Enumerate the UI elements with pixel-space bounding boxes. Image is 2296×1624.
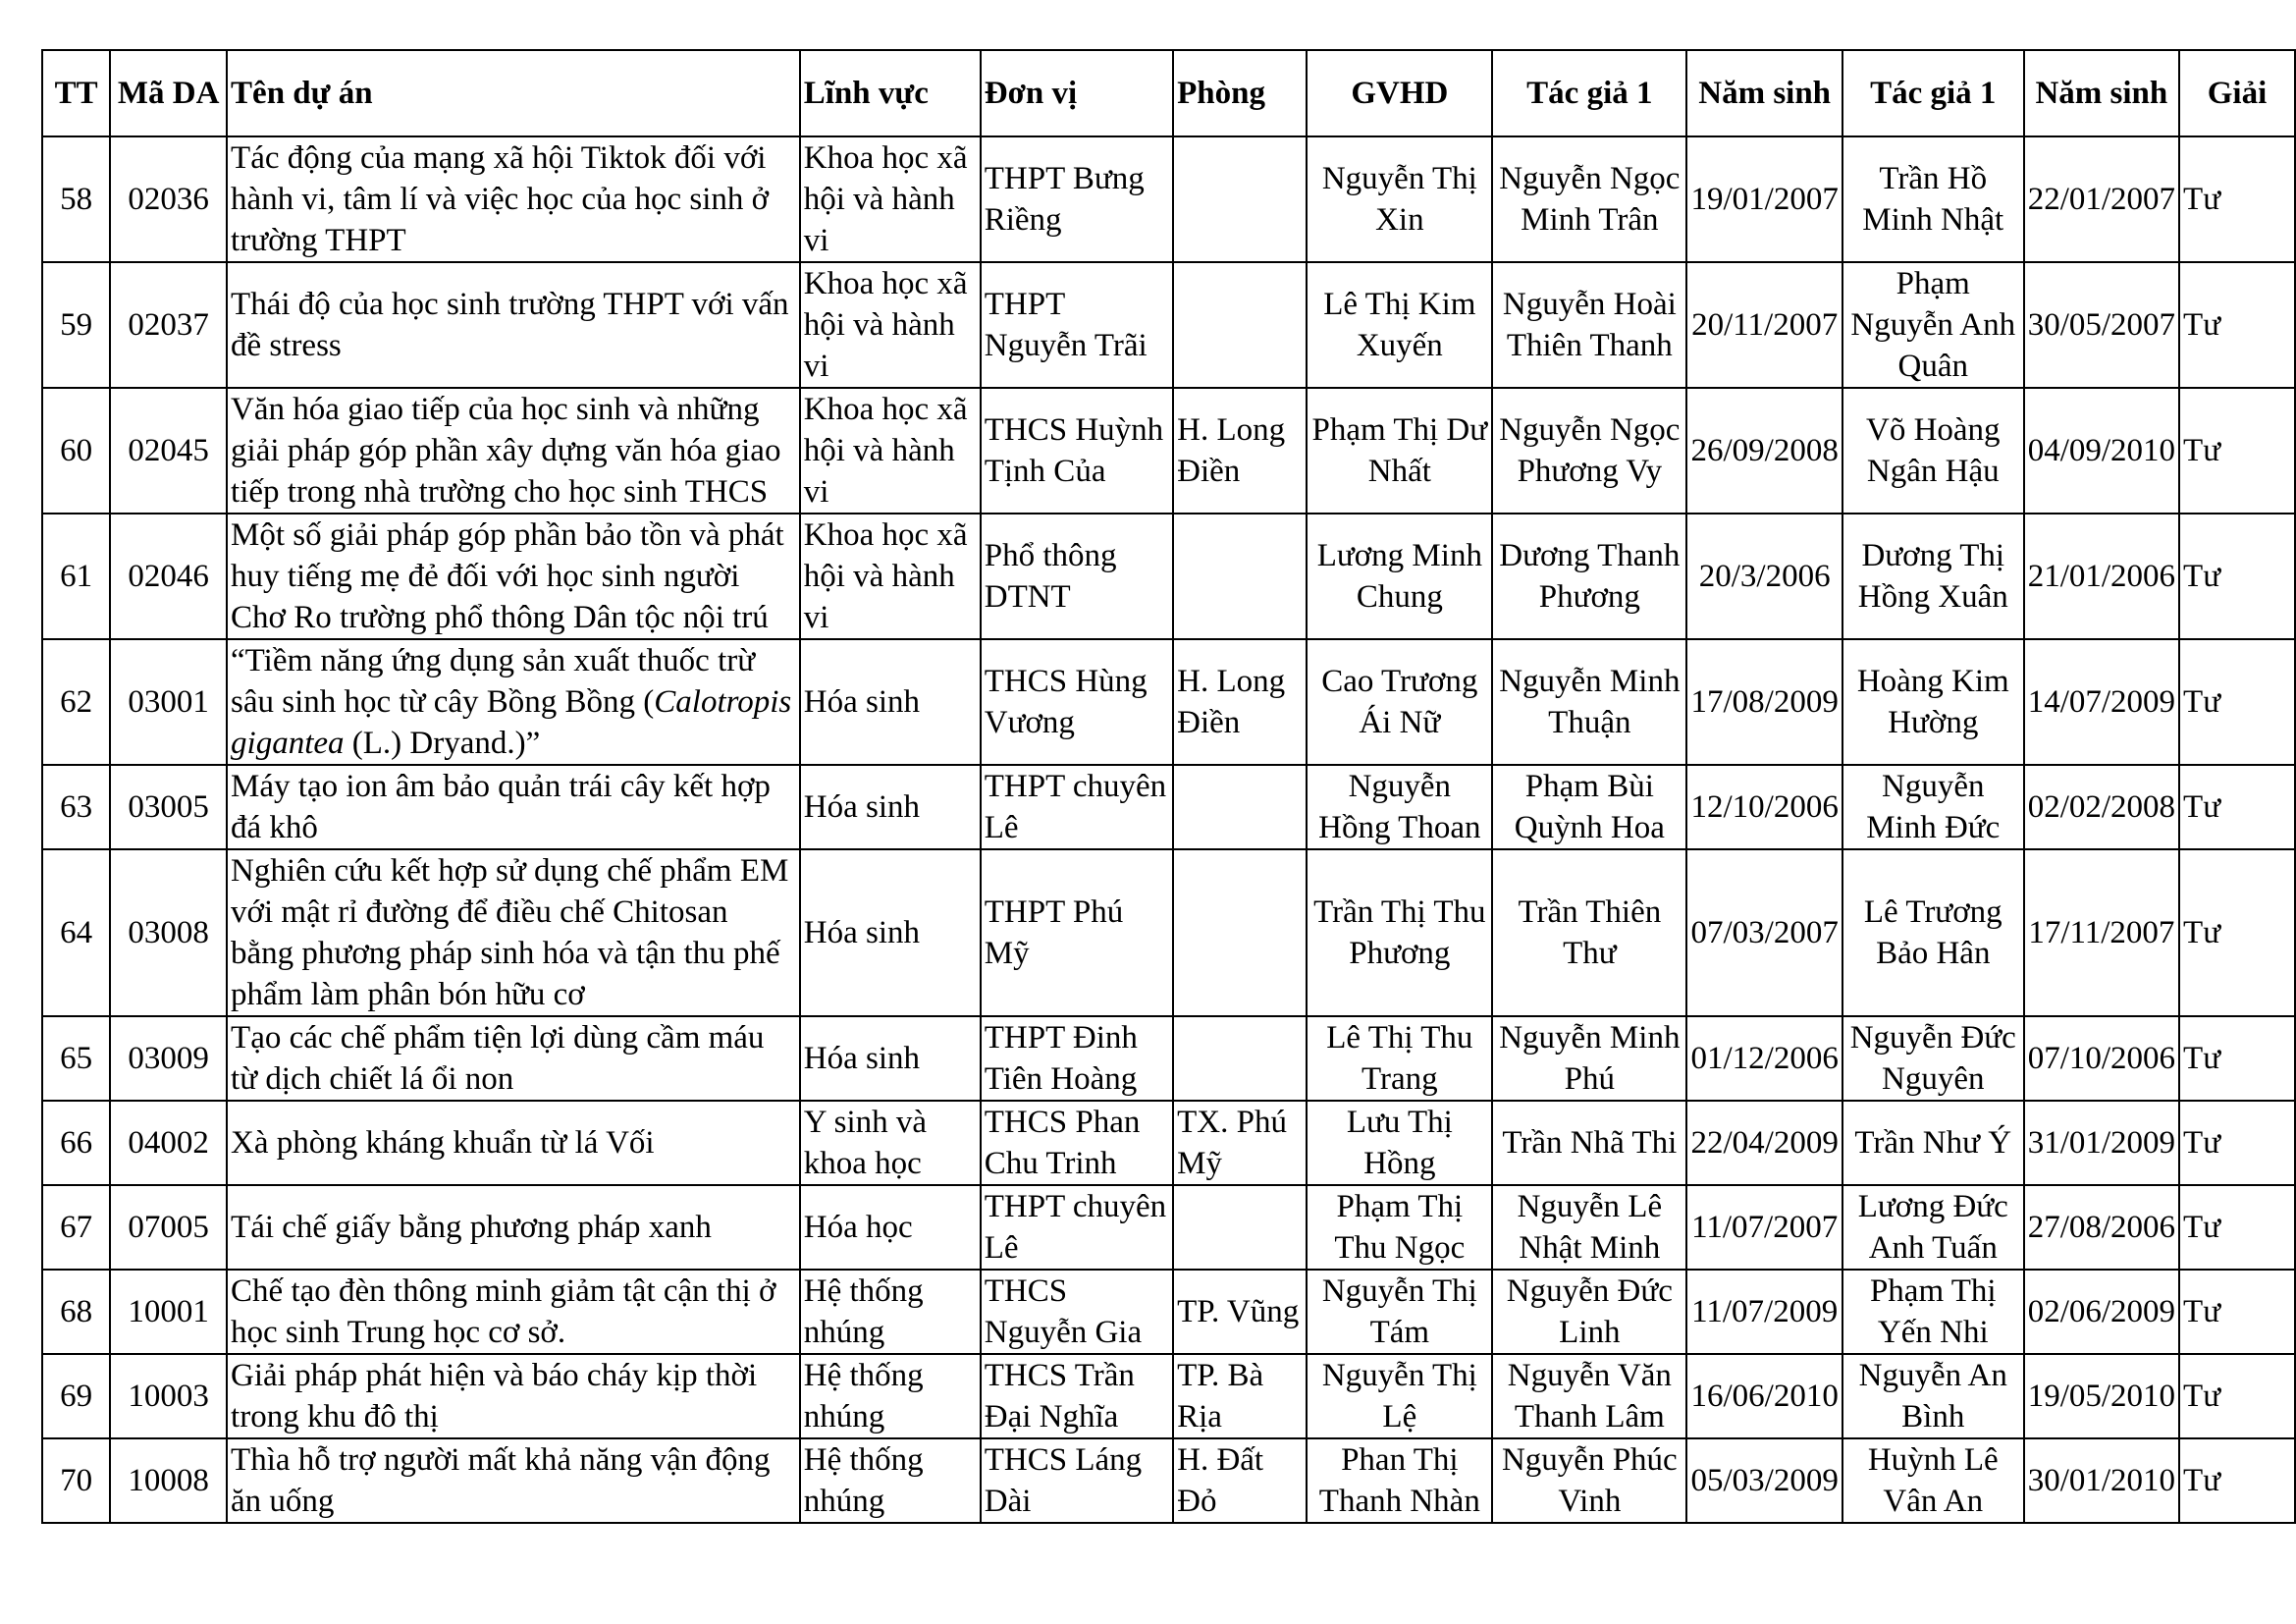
cell-tac-gia-2: Nguyễn Đức Nguyên <box>1842 1016 2024 1101</box>
cell-nam-sinh-2: 07/10/2006 <box>2024 1016 2179 1101</box>
table-row <box>42 1270 2295 1354</box>
cell-nam-sinh-1: 26/09/2008 <box>1686 388 1842 514</box>
cell-tt: 69 <box>42 1354 110 1438</box>
cell-giai: Tư <box>2179 1438 2295 1523</box>
cell-ten-du-an: Chế tạo đèn thông minh giảm tật cận thị ở học sinh Trung học cơ sở. <box>227 1270 800 1354</box>
cell-tac-gia-1: Nguyễn Lê Nhật Minh <box>1492 1185 1686 1270</box>
header-gvhd: GVHD <box>1307 50 1492 136</box>
cell-ten-du-an: Máy tạo ion âm bảo quản trái cây kết hợp đá khô <box>227 765 800 849</box>
cell-tac-gia-1: Nguyễn Ngọc Minh Trân <box>1492 136 1686 262</box>
header-tt: TT <box>42 50 110 136</box>
cell-tac-gia-1: Trần Nhã Thi <box>1492 1101 1686 1185</box>
cell-ma-da: 02037 <box>110 262 227 388</box>
cell-don-vi: THCS Trần Đại Nghĩa <box>981 1354 1173 1438</box>
cell-giai: Tư <box>2179 262 2295 388</box>
table-row <box>42 1016 2295 1101</box>
cell-tac-gia-1: Dương Thanh Phương <box>1492 514 1686 639</box>
cell-nam-sinh-1: 05/03/2009 <box>1686 1438 1842 1523</box>
cell-gvhd: Lê Thị Kim Xuyến <box>1307 262 1492 388</box>
cell-nam-sinh-2: 31/01/2009 <box>2024 1101 2179 1185</box>
cell-giai: Tư <box>2179 1354 2295 1438</box>
cell-gvhd: Trần Thị Thu Phương <box>1307 849 1492 1016</box>
cell-linh-vuc: Khoa học xã hội và hành vi <box>800 262 981 388</box>
cell-phong: TP. Vũng <box>1173 1270 1307 1354</box>
cell-don-vi: THCS Nguyễn Gia <box>981 1270 1173 1354</box>
cell-tac-gia-2: Nguyễn An Bình <box>1842 1354 2024 1438</box>
cell-phong: H. Đất Đỏ <box>1173 1438 1307 1523</box>
table-row <box>42 639 2295 765</box>
table-row <box>42 1101 2295 1185</box>
cell-tt: 65 <box>42 1016 110 1101</box>
cell-linh-vuc: Hóa sinh <box>800 1016 981 1101</box>
cell-don-vi: THPT Đinh Tiên Hoàng <box>981 1016 1173 1101</box>
cell-ma-da: 03008 <box>110 849 227 1016</box>
cell-tt: 68 <box>42 1270 110 1354</box>
cell-gvhd: Nguyễn Hồng Thoan <box>1307 765 1492 849</box>
cell-tac-gia-2: Huỳnh Lê Vân An <box>1842 1438 2024 1523</box>
cell-giai: Tư <box>2179 388 2295 514</box>
cell-ten-du-an <box>227 639 800 765</box>
header-giai: Giải <box>2179 50 2295 136</box>
cell-gvhd: Lương Minh Chung <box>1307 514 1492 639</box>
table-row <box>42 514 2295 639</box>
cell-ten-du-an: Xà phòng kháng khuẩn từ lá Vối <box>227 1101 800 1185</box>
cell-ten-du-an: Thìa hỗ trợ người mất khả năng vận động ăn uống <box>227 1438 800 1523</box>
cell-nam-sinh-1: 17/08/2009 <box>1686 639 1842 765</box>
cell-giai: Tư <box>2179 1185 2295 1270</box>
cell-nam-sinh-1: 11/07/2007 <box>1686 1185 1842 1270</box>
header-tac-gia-2: Tác giả 1 <box>1842 50 2024 136</box>
cell-phong <box>1173 1016 1307 1101</box>
table-row <box>42 1354 2295 1438</box>
cell-linh-vuc: Khoa học xã hội và hành vi <box>800 514 981 639</box>
cell-gvhd: Lê Thị Thu Trang <box>1307 1016 1492 1101</box>
cell-phong: H. Long Điền <box>1173 388 1307 514</box>
cell-tac-gia-1: Phạm Bùi Quỳnh Hoa <box>1492 765 1686 849</box>
cell-tac-gia-1: Nguyễn Minh Thuận <box>1492 639 1686 765</box>
cell-giai: Tư <box>2179 765 2295 849</box>
cell-ten-du-an: Nghiên cứu kết hợp sử dụng chế phẩm EM với mật rỉ đường để điều chế Chitosan bằng phương pháp sinh hóa và tận thu phế phẩm làm phân bón hữu cơ <box>227 849 800 1016</box>
cell-gvhd: Nguyễn Thị Lệ <box>1307 1354 1492 1438</box>
cell-tt: 58 <box>42 136 110 262</box>
ten-scientific-name: Calotropis gigantea <box>231 684 792 761</box>
cell-tt: 61 <box>42 514 110 639</box>
cell-nam-sinh-2: 04/09/2010 <box>2024 388 2179 514</box>
cell-nam-sinh-2: 27/08/2006 <box>2024 1185 2179 1270</box>
cell-ma-da: 07005 <box>110 1185 227 1270</box>
cell-nam-sinh-1: 20/3/2006 <box>1686 514 1842 639</box>
cell-tac-gia-1: Nguyễn Văn Thanh Lâm <box>1492 1354 1686 1438</box>
cell-don-vi: THPT chuyên Lê <box>981 1185 1173 1270</box>
cell-nam-sinh-2: 02/02/2008 <box>2024 765 2179 849</box>
award-table <box>41 49 2296 1524</box>
cell-ma-da: 10001 <box>110 1270 227 1354</box>
cell-phong <box>1173 514 1307 639</box>
cell-giai: Tư <box>2179 136 2295 262</box>
cell-nam-sinh-1: 16/06/2010 <box>1686 1354 1842 1438</box>
cell-tt: 62 <box>42 639 110 765</box>
cell-nam-sinh-1: 07/03/2007 <box>1686 849 1842 1016</box>
cell-tac-gia-2: Phạm Thị Yến Nhi <box>1842 1270 2024 1354</box>
cell-phong <box>1173 262 1307 388</box>
cell-tt: 64 <box>42 849 110 1016</box>
cell-nam-sinh-2: 30/05/2007 <box>2024 262 2179 388</box>
cell-nam-sinh-1: 01/12/2006 <box>1686 1016 1842 1101</box>
cell-linh-vuc: Hóa sinh <box>800 765 981 849</box>
cell-tac-gia-2: Nguyễn Minh Đức <box>1842 765 2024 849</box>
cell-tac-gia-1: Nguyễn Minh Phú <box>1492 1016 1686 1101</box>
cell-phong: H. Long Điền <box>1173 639 1307 765</box>
cell-ma-da: 03001 <box>110 639 227 765</box>
cell-nam-sinh-1: 12/10/2006 <box>1686 765 1842 849</box>
cell-tac-gia-2: Lương Đức Anh Tuấn <box>1842 1185 2024 1270</box>
table-row <box>42 1438 2295 1523</box>
cell-don-vi: THPT Phú Mỹ <box>981 849 1173 1016</box>
cell-phong: TX. Phú Mỹ <box>1173 1101 1307 1185</box>
header-linh-vuc: Lĩnh vực <box>800 50 981 136</box>
cell-nam-sinh-2: 22/01/2007 <box>2024 136 2179 262</box>
cell-linh-vuc: Hệ thống nhúng <box>800 1438 981 1523</box>
cell-linh-vuc: Hệ thống nhúng <box>800 1354 981 1438</box>
header-nam-sinh-1: Năm sinh <box>1686 50 1842 136</box>
cell-tt: 66 <box>42 1101 110 1185</box>
cell-giai: Tư <box>2179 1270 2295 1354</box>
cell-tt: 67 <box>42 1185 110 1270</box>
cell-nam-sinh-2: 30/01/2010 <box>2024 1438 2179 1523</box>
cell-tac-gia-2: Lê Trương Bảo Hân <box>1842 849 2024 1016</box>
cell-linh-vuc: Hệ thống nhúng <box>800 1270 981 1354</box>
header-nam-sinh-2: Năm sinh <box>2024 50 2179 136</box>
cell-tac-gia-1: Trần Thiên Thư <box>1492 849 1686 1016</box>
cell-ma-da: 02036 <box>110 136 227 262</box>
cell-tac-gia-1: Nguyễn Hoài Thiên Thanh <box>1492 262 1686 388</box>
cell-giai: Tư <box>2179 849 2295 1016</box>
cell-tac-gia-2: Trần Hồ Minh Nhật <box>1842 136 2024 262</box>
cell-tac-gia-2: Hoàng Kim Hường <box>1842 639 2024 765</box>
cell-don-vi: THCS Phan Chu Trinh <box>981 1101 1173 1185</box>
cell-phong <box>1173 1185 1307 1270</box>
cell-don-vi: THPT Nguyễn Trãi <box>981 262 1173 388</box>
cell-ma-da: 02046 <box>110 514 227 639</box>
table-row <box>42 849 2295 1016</box>
cell-ten-du-an: Tạo các chế phẩm tiện lợi dùng cầm máu từ dịch chiết lá ổi non <box>227 1016 800 1101</box>
cell-gvhd: Phạm Thị Thu Ngọc <box>1307 1185 1492 1270</box>
cell-ma-da: 10003 <box>110 1354 227 1438</box>
header-don-vi: Đơn vị <box>981 50 1173 136</box>
cell-gvhd: Cao Trương Ái Nữ <box>1307 639 1492 765</box>
cell-nam-sinh-2: 21/01/2006 <box>2024 514 2179 639</box>
cell-linh-vuc: Khoa học xã hội và hành vi <box>800 388 981 514</box>
header-ten-du-an: Tên dự án <box>227 50 800 136</box>
cell-phong: TP. Bà Rịa <box>1173 1354 1307 1438</box>
cell-tac-gia-2: Trần Như Ý <box>1842 1101 2024 1185</box>
table-row <box>42 388 2295 514</box>
cell-nam-sinh-1: 19/01/2007 <box>1686 136 1842 262</box>
cell-linh-vuc: Hóa học <box>800 1185 981 1270</box>
cell-tt: 60 <box>42 388 110 514</box>
cell-giai: Tư <box>2179 514 2295 639</box>
cell-gvhd: Nguyễn Thị Xin <box>1307 136 1492 262</box>
cell-tac-gia-2: Phạm Nguyễn Anh Quân <box>1842 262 2024 388</box>
cell-ten-du-an: Tác động của mạng xã hội Tiktok đối với hành vi, tâm lí và việc học của học sinh ở trường THPT <box>227 136 800 262</box>
table-row <box>42 136 2295 262</box>
cell-tac-gia-2: Võ Hoàng Ngân Hậu <box>1842 388 2024 514</box>
cell-gvhd: Nguyễn Thị Tám <box>1307 1270 1492 1354</box>
cell-giai: Tư <box>2179 1016 2295 1101</box>
cell-tac-gia-1: Nguyễn Ngọc Phương Vy <box>1492 388 1686 514</box>
cell-linh-vuc: Hóa sinh <box>800 849 981 1016</box>
ten-part-2: (L.) Dryand.)” <box>344 726 541 761</box>
cell-gvhd: Phạm Thị Dư Nhất <box>1307 388 1492 514</box>
cell-phong <box>1173 765 1307 849</box>
cell-nam-sinh-1: 22/04/2009 <box>1686 1101 1842 1185</box>
cell-tac-gia-1: Nguyễn Phúc Vinh <box>1492 1438 1686 1523</box>
header-row <box>42 50 2295 136</box>
cell-ten-du-an: Thái độ của học sinh trường THPT với vấn đề stress <box>227 262 800 388</box>
header-ma-da: Mã DA <box>110 50 227 136</box>
cell-gvhd: Phan Thị Thanh Nhàn <box>1307 1438 1492 1523</box>
cell-linh-vuc: Hóa sinh <box>800 639 981 765</box>
cell-nam-sinh-2: 17/11/2007 <box>2024 849 2179 1016</box>
cell-ten-du-an: Giải pháp phát hiện và báo cháy kịp thời trong khu đô thị <box>227 1354 800 1438</box>
cell-ma-da: 02045 <box>110 388 227 514</box>
cell-giai: Tư <box>2179 639 2295 765</box>
ten-part-1: “Tiềm năng ứng dụng sản xuất thuốc trừ sâu sinh học từ cây Bồng Bồng ( <box>231 643 756 720</box>
cell-phong <box>1173 849 1307 1016</box>
table-row <box>42 765 2295 849</box>
cell-ten-du-an: Một số giải pháp góp phần bảo tồn và phát huy tiếng mẹ đẻ đối với học sinh người Chơ Ro trường phổ thông Dân tộc nội trú <box>227 514 800 639</box>
cell-giai: Tư <box>2179 1101 2295 1185</box>
cell-ma-da: 03005 <box>110 765 227 849</box>
cell-nam-sinh-2: 14/07/2009 <box>2024 639 2179 765</box>
table-row <box>42 262 2295 388</box>
header-phong: Phòng <box>1173 50 1307 136</box>
cell-ma-da: 10008 <box>110 1438 227 1523</box>
cell-tt: 59 <box>42 262 110 388</box>
cell-don-vi: THCS Hùng Vương <box>981 639 1173 765</box>
cell-ma-da: 03009 <box>110 1016 227 1101</box>
cell-gvhd: Lưu Thị Hồng <box>1307 1101 1492 1185</box>
cell-nam-sinh-2: 02/06/2009 <box>2024 1270 2179 1354</box>
cell-ten-du-an: Văn hóa giao tiếp của học sinh và những giải pháp góp phần xây dựng văn hóa giao tiếp trong nhà trường cho học sinh THCS <box>227 388 800 514</box>
cell-linh-vuc: Y sinh và khoa học <box>800 1101 981 1185</box>
cell-don-vi: Phổ thông DTNT <box>981 514 1173 639</box>
header-tac-gia-1: Tác giả 1 <box>1492 50 1686 136</box>
cell-nam-sinh-2: 19/05/2010 <box>2024 1354 2179 1438</box>
cell-linh-vuc: Khoa học xã hội và hành vi <box>800 136 981 262</box>
cell-don-vi: THPT Bưng Riềng <box>981 136 1173 262</box>
cell-nam-sinh-1: 11/07/2009 <box>1686 1270 1842 1354</box>
cell-ten-du-an: Tái chế giấy bằng phương pháp xanh <box>227 1185 800 1270</box>
cell-nam-sinh-1: 20/11/2007 <box>1686 262 1842 388</box>
cell-ma-da: 04002 <box>110 1101 227 1185</box>
cell-tt: 63 <box>42 765 110 849</box>
cell-tac-gia-1: Nguyễn Đức Linh <box>1492 1270 1686 1354</box>
table-row <box>42 1185 2295 1270</box>
cell-don-vi: THCS Láng Dài <box>981 1438 1173 1523</box>
cell-phong <box>1173 136 1307 262</box>
cell-don-vi: THCS Huỳnh Tịnh Của <box>981 388 1173 514</box>
cell-don-vi: THPT chuyên Lê <box>981 765 1173 849</box>
cell-tac-gia-2: Dương Thị Hồng Xuân <box>1842 514 2024 639</box>
cell-tt: 70 <box>42 1438 110 1523</box>
